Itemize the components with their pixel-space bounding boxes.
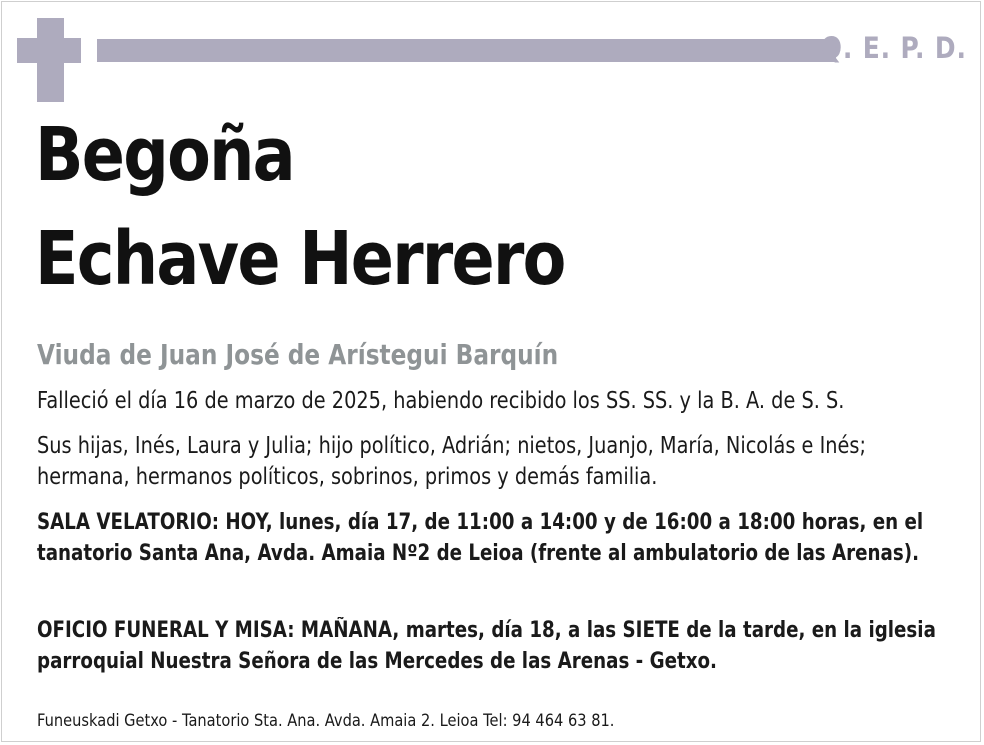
- qepd-label: Q. E. P. D.: [820, 31, 967, 65]
- funeral-home-footer: Funeuskadi Getxo - Tanatorio Sta. Ana. Avda. Amaia 2. Leioa Tel: 94 464 63 81.: [37, 711, 615, 731]
- deceased-surnames: Echave Herrero: [35, 216, 565, 302]
- death-paragraph: Falleció el día 16 de marzo de 2025, habiendo recibido los SS. SS. y la B. A. de S. S.: [37, 388, 845, 414]
- widow-of-line: Viuda de Juan José de Arístegui Barquín: [37, 338, 559, 371]
- family-paragraph: Sus hijas, Inés, Laura y Julia; hijo político, Adrián; nietos, Juanjo, María, Nicolás e Inés; hermana, hermanos políticos, sobrinos, primos y demás familia.: [37, 433, 866, 490]
- funeral-paragraph: OFICIO FUNERAL Y MISA: MAÑANA, martes, día 18, a las SIETE de la tarde, en la iglesia parroquial Nuestra Señora de las Mercedes de las Arenas - Getxo.: [37, 618, 936, 674]
- header-rule: [97, 39, 836, 62]
- cross-icon-horizontal-bar: [17, 38, 81, 63]
- wake-paragraph: SALA VELATORIO: HOY, lunes, día 17, de 11:00 a 14:00 y de 16:00 a 18:00 horas, en el tanatorio Santa Ana, Avda. Amaia Nº2 de Leioa (frente al ambulatorio de las Arenas).: [37, 510, 924, 566]
- deceased-first-name: Begoña: [35, 112, 294, 198]
